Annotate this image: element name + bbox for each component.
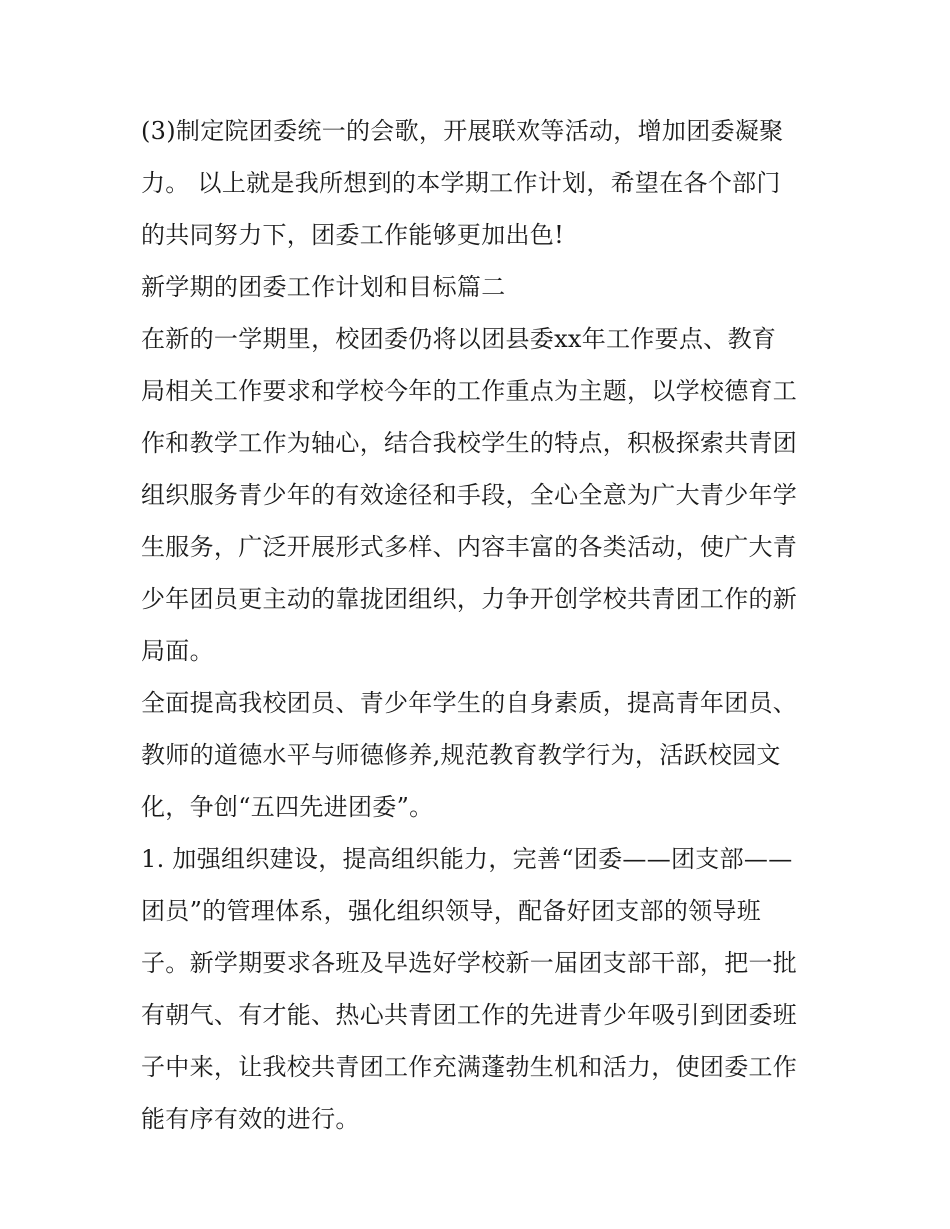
text-line: (3)制定院团委统一的会歌，开展联欢等活动，增加团委凝聚 — [141, 117, 784, 145]
text-line: 力。 以上就是我所想到的本学期工作计划，希望在各个部门 — [141, 169, 781, 197]
text-line: 教师的道德水平与师德修养,规范教育教学行为，活跃校园文 — [141, 741, 781, 769]
section-heading: 新学期的团委工作计划和目标篇二 — [141, 273, 506, 301]
text-line: 组织服务青少年的有效途径和手段，全心全意为广大青少年学 — [141, 481, 798, 509]
text-line: 团员”的管理体系，强化组织领导，配备好团支部的领导班 — [141, 897, 762, 925]
text-line: 生服务，广泛开展形式多样、内容丰富的各类活动，使广大青 — [141, 533, 798, 561]
document-body — [141, 105, 821, 1145]
text-line: 在新的一学期里，校团委仍将以团县委xx年工作要点、教育 — [141, 325, 777, 353]
text-line: 子。新学期要求各班及早选好学校新一届团支部干部，把一批 — [141, 949, 798, 977]
text-line: 能有序有效的进行。 — [141, 1105, 360, 1133]
text-line: 作和教学工作为轴心，结合我校学生的特点，积极探索共青团 — [141, 429, 798, 457]
text-line: 局相关工作要求和学校今年的工作重点为主题，以学校德育工 — [141, 377, 798, 405]
text-line: 的共同努力下，团委工作能够更加出色! — [141, 221, 565, 249]
text-line: 少年团员更主动的靠拢团组织，力争开创学校共青团工作的新 — [141, 585, 798, 613]
text-line: 化，争创“五四先进团委”。 — [141, 793, 434, 821]
text-line: 全面提高我校团员、青少年学生的自身素质，提高青年团员、 — [141, 689, 798, 717]
text-line: 局面。 — [141, 637, 214, 665]
text-line: 子中来，让我校共青团工作充满蓬勃生机和活力，使团委工作 — [141, 1053, 798, 1081]
list-item-1: 1. 加强组织建设，提高组织能力，完善“团委——团支部—— — [141, 845, 793, 873]
text-line: 有朝气、有才能、热心共青团工作的先进青少年吸引到团委班 — [141, 1001, 798, 1029]
